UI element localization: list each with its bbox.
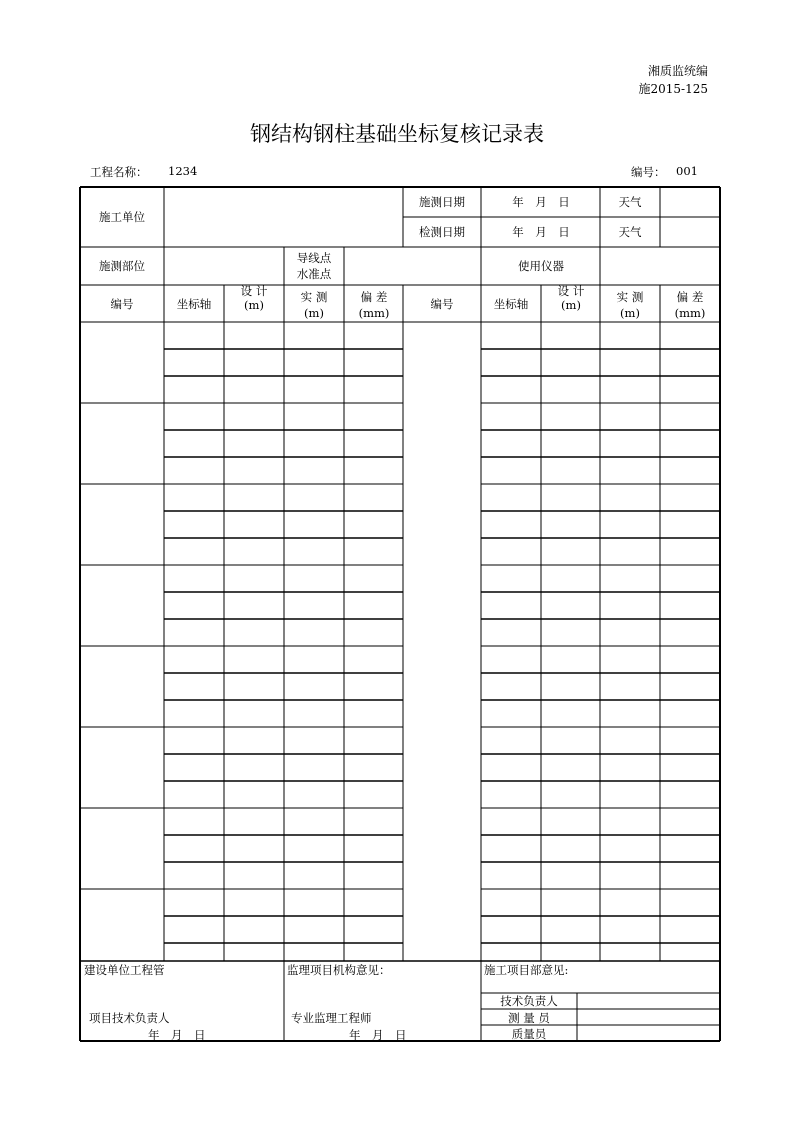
page-title: 钢结构钢柱基础坐标复核记录表 [250, 122, 544, 146]
owner-opinion-label: 建设单位工程管 [84, 963, 165, 977]
col-axis-right: 坐标轴 [493, 297, 529, 311]
weather-label-1: 天气 [618, 195, 642, 209]
quality-inspector-label: 质量员 [511, 1027, 547, 1041]
col-axis-left: 坐标轴 [176, 297, 212, 311]
col-deviation-unit-right: (mm) [674, 306, 706, 320]
guide-point-label: 导线点 [296, 251, 332, 265]
col-measured-unit-right: (m) [620, 306, 640, 320]
col-design-unit-left: (m) [244, 298, 264, 312]
survey-date-value[interactable]: 年 月 日 [512, 195, 570, 209]
surveyor-label: 测 量 员 [508, 1011, 550, 1025]
supervisor-opinion-label: 监理项目机构意见： [287, 963, 391, 977]
owner-date: 年 月 日 [148, 1028, 206, 1042]
col-number-left: 编号 [110, 297, 134, 311]
col-measured-left: 实 测 [300, 290, 328, 304]
owner-tech-label: 项目技术负责人 [89, 1011, 170, 1025]
check-date-label: 检测日期 [419, 225, 465, 239]
instrument-label: 使用仪器 [518, 259, 564, 273]
project-name-label: 工程名称： [90, 165, 148, 179]
project-name-value[interactable]: 1234 [168, 164, 198, 178]
col-design-right: 设 计 [557, 284, 585, 298]
contractor-opinion-label: 施工项目部意见: [484, 963, 569, 977]
col-number-right: 编号 [430, 297, 454, 311]
weather-label-2: 天气 [618, 225, 642, 239]
level-point-label: 水准点 [296, 267, 332, 281]
col-deviation-left: 偏 差 [360, 290, 388, 304]
number-label: 编号： [631, 165, 666, 179]
survey-date-label: 施测日期 [419, 195, 465, 209]
col-design-left: 设 计 [240, 284, 268, 298]
col-design-unit-right: (m) [561, 298, 581, 312]
number-value[interactable]: 001 [676, 164, 698, 178]
col-measured-right: 实 测 [616, 290, 644, 304]
form-code-line1: 湘质监统编 [647, 64, 708, 78]
col-deviation-right: 偏 差 [676, 290, 704, 304]
col-measured-unit-left: (m) [304, 306, 324, 320]
supervisor-engineer-label: 专业监理工程师 [291, 1011, 372, 1025]
supervisor-date: 年 月 日 [349, 1028, 407, 1042]
construction-unit-label: 施工单位 [99, 210, 145, 224]
col-deviation-unit-left: (mm) [358, 306, 390, 320]
survey-part-label: 施测部位 [99, 259, 145, 273]
check-date-value[interactable]: 年 月 日 [512, 225, 570, 239]
form-code-line2: 施2015-125 [638, 82, 708, 96]
tech-lead-label: 技术负责人 [500, 994, 558, 1008]
